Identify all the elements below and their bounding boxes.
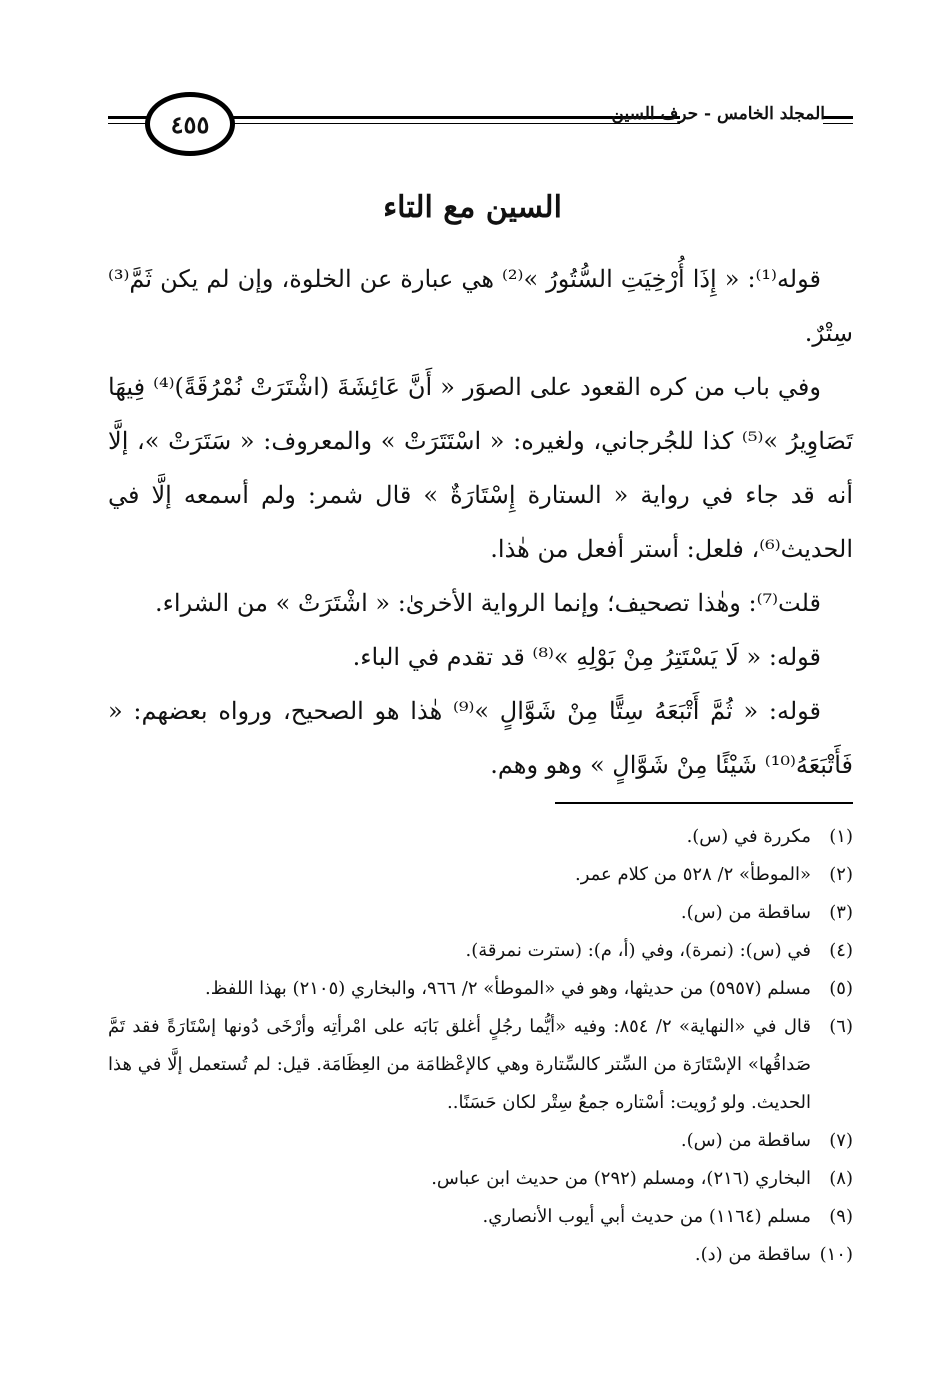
footnote xyxy=(108,1198,853,1236)
footnote xyxy=(108,1160,853,1198)
footnote xyxy=(108,970,853,1008)
footnote-number: (١٠) xyxy=(819,1244,853,1265)
footnote-divider xyxy=(555,802,853,804)
paragraph: وفي باب من كره القعود على الصوَر « أَنَّ عَائِشَةَ (اشْتَرَتْ نُمْرُقَةً)⁽⁴⁾ فِيهَا تَصَاوِيرُ »⁽⁵⁾ كذا للجُرجاني، ولغيره: « اسْتَتَرَتْ » والمعروف: « سَتَرَتْ »، إلَّا أنه قد جاء في رواية « الستارة إِسْتَارَةٌ » قال شمر: ولم أسمعه إلَّا في الحديث⁽⁶⁾، فلعل: أستر أفعل من هٰذا. xyxy=(108,373,853,563)
footnote-text: ساقطة من (د). xyxy=(694,1244,811,1265)
footnote-number: (٢) xyxy=(829,864,853,885)
footnote xyxy=(108,932,853,970)
footnote-number: (٩) xyxy=(829,1206,853,1227)
footnote-text: ساقطة من (س). xyxy=(680,1130,811,1151)
footnote xyxy=(108,894,853,932)
footnote-number: (٤) xyxy=(829,940,853,961)
footnote-number: (٣) xyxy=(829,902,853,923)
footnote-number: (٥) xyxy=(829,978,853,999)
footnote xyxy=(108,818,853,856)
footnote-text: مسلم (١١٦٤) من حديث أبي أيوب الأنصاري. xyxy=(482,1206,811,1227)
footnote xyxy=(108,1122,853,1160)
page-number: ٤٥٥ xyxy=(145,92,235,156)
header-rule xyxy=(823,123,853,124)
footnote-text: «الموطأ» ٢/ ٥٢٨ من كلام عمر. xyxy=(575,864,811,885)
footnote-text: ساقطة من (س). xyxy=(680,902,811,923)
footnote-text: في (س): (نمرة)، وفي (أ، م): (سترت نمرقة). xyxy=(465,940,811,961)
paragraph: قوله⁽¹⁾: « إِذَا أُرْخِيَتِ السُّتُورُ »⁽²⁾ هي عبارة عن الخلوة، وإن لم يكن ثَمَّ⁽³⁾ سِتْرٌ. xyxy=(108,265,853,347)
footnote-text: مكررة في (س). xyxy=(686,826,811,847)
paragraph: قوله: « ثُمَّ أَتْبَعَهُ سِتًّا مِنْ شَوَّالٍ »⁽⁹⁾ هٰذا هو الصحيح، ورواه بعضهم: « فَأَتْبَعَهُ⁽¹⁰⁾ شَيْئًا مِنْ شَوَّالٍ » وهو وهم. xyxy=(108,697,853,779)
footnote-text: مسلم (٥٩٥٧) من حديثها، وهو في «الموطأ» ٢/ ٩٦٦، والبخاري (٢١٠٥) بهذا اللفظ. xyxy=(204,978,811,999)
header-rule xyxy=(823,116,853,119)
footnote xyxy=(108,1236,853,1274)
footnote-text: قال في «النهاية» ٢/ ٨٥٤: وفيه «أيُّما رجُلٍ أغلق بَابَه على امْرأتِه وأرْخَى دُونها إسْتَارَةً فقد تَمَّ صَداقُها» الإسْتَارَة من السِّتر كالسِّتارة وهي كالإعْظامَة من العِظَامَة. قيل: لم تُستعمل إلَّا في هذا الحديث. ولو رُويت: أسْتاره جمعُ سِتْر لكان حَسَنًا.. xyxy=(108,1016,812,1113)
footnote-number: (٨) xyxy=(829,1168,853,1189)
footnote xyxy=(108,856,853,894)
running-title: المجلد الخامس - حرف السين xyxy=(611,104,825,124)
footnote xyxy=(108,1008,853,1122)
paragraph: قوله: « لَا يَسْتَتِرُ مِنْ بَوْلِهِ »⁽⁸⁾ قد تقدم في الباء. xyxy=(352,643,821,671)
footnotes-list xyxy=(108,818,853,1274)
body-text xyxy=(108,252,853,792)
footnote-number: (٧) xyxy=(829,1130,853,1151)
section-title: السين مع التاء xyxy=(383,190,562,225)
footnote-number: (١) xyxy=(829,826,853,847)
footnote-text: البخاري (٢١٦)، ومسلم (٢٩٢) من حديث ابن عباس. xyxy=(431,1168,811,1189)
paragraph: قلت⁽⁷⁾: وهٰذا تصحيف؛ وإنما الرواية الأخرىٰ: « اشْتَرَتْ » من الشراء. xyxy=(154,589,821,617)
page-header xyxy=(108,92,853,152)
footnote-number: (٦) xyxy=(829,1016,853,1037)
